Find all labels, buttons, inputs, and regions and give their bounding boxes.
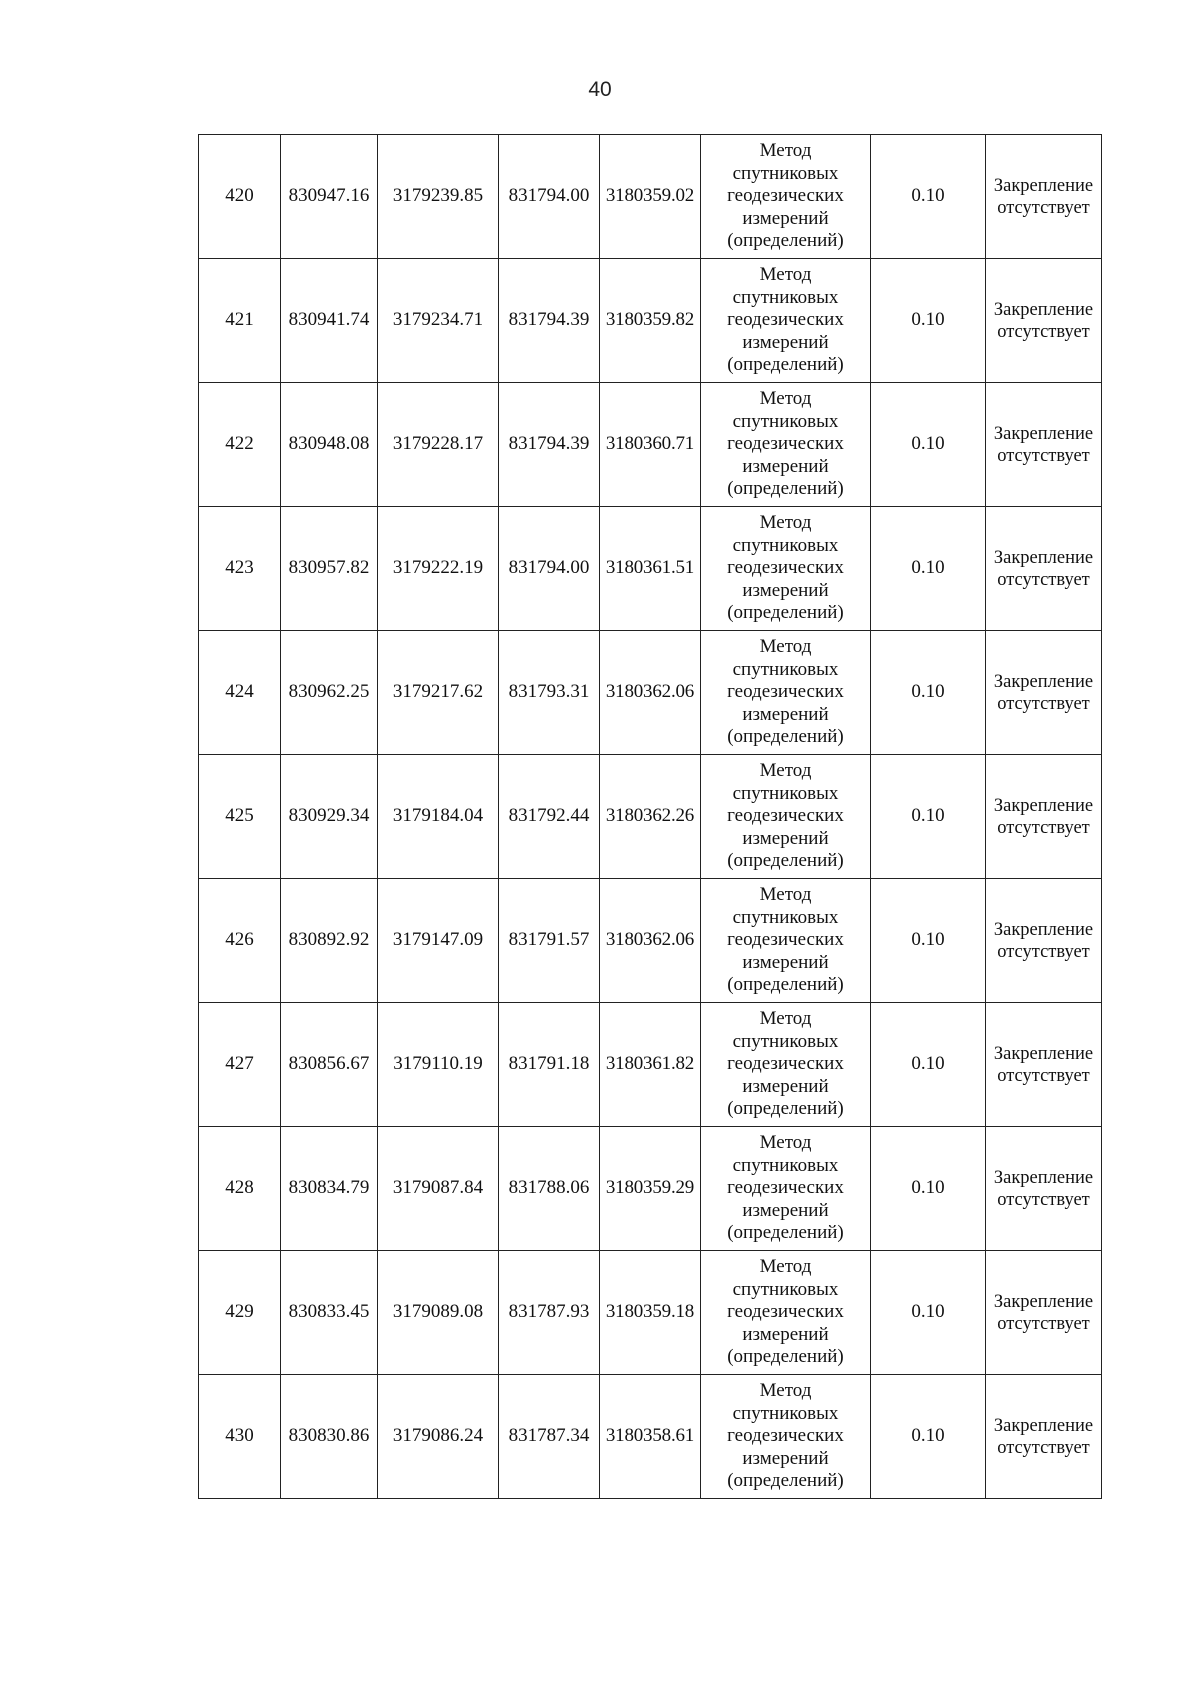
y-old: 3179110.19 [378, 1003, 499, 1127]
x-new: 831794.39 [499, 259, 600, 383]
y-new: 3180359.82 [600, 259, 701, 383]
point-number: 425 [199, 755, 281, 879]
y-new: 3180359.29 [600, 1127, 701, 1251]
fixing-cell: Закрепление отсутствует [986, 1375, 1102, 1499]
table-row [199, 1003, 1102, 1127]
method-cell: Метод спутниковых геодезических измерений (определений) [701, 879, 871, 1003]
method-cell: Метод спутниковых геодезических измерений (определений) [701, 507, 871, 631]
table-row [199, 1375, 1102, 1499]
y-new: 3180360.71 [600, 383, 701, 507]
x-new: 831787.34 [499, 1375, 600, 1499]
x-old: 830830.86 [281, 1375, 378, 1499]
y-new: 3180361.51 [600, 507, 701, 631]
x-old: 830892.92 [281, 879, 378, 1003]
accuracy-cell: 0.10 [871, 1003, 986, 1127]
accuracy-cell: 0.10 [871, 383, 986, 507]
y-old: 3179086.24 [378, 1375, 499, 1499]
y-old: 3179087.84 [378, 1127, 499, 1251]
fixing-cell: Закрепление отсутствует [986, 879, 1102, 1003]
y-old: 3179234.71 [378, 259, 499, 383]
fixing-cell: Закрепление отсутствует [986, 383, 1102, 507]
y-new: 3180358.61 [600, 1375, 701, 1499]
x-new: 831794.00 [499, 135, 600, 259]
coordinates-table [198, 134, 1102, 1499]
method-cell: Метод спутниковых геодезических измерений (определений) [701, 135, 871, 259]
x-new: 831792.44 [499, 755, 600, 879]
x-old: 830957.82 [281, 507, 378, 631]
y-old: 3179217.62 [378, 631, 499, 755]
point-number: 421 [199, 259, 281, 383]
x-old: 830929.34 [281, 755, 378, 879]
point-number: 424 [199, 631, 281, 755]
method-cell: Метод спутниковых геодезических измерений (определений) [701, 383, 871, 507]
y-new: 3180362.06 [600, 879, 701, 1003]
point-number: 420 [199, 135, 281, 259]
y-old: 3179228.17 [378, 383, 499, 507]
table-row [199, 507, 1102, 631]
point-number: 422 [199, 383, 281, 507]
y-old: 3179239.85 [378, 135, 499, 259]
method-cell: Метод спутниковых геодезических измерений (определений) [701, 259, 871, 383]
method-cell: Метод спутниковых геодезических измерений (определений) [701, 1003, 871, 1127]
y-new: 3180359.02 [600, 135, 701, 259]
fixing-cell: Закрепление отсутствует [986, 631, 1102, 755]
method-cell: Метод спутниковых геодезических измерений (определений) [701, 1127, 871, 1251]
x-old: 830941.74 [281, 259, 378, 383]
point-number: 428 [199, 1127, 281, 1251]
x-new: 831793.31 [499, 631, 600, 755]
x-old: 830834.79 [281, 1127, 378, 1251]
table-row [199, 1251, 1102, 1375]
method-cell: Метод спутниковых геодезических измерений (определений) [701, 1251, 871, 1375]
x-old: 830948.08 [281, 383, 378, 507]
y-new: 3180362.26 [600, 755, 701, 879]
fixing-cell: Закрепление отсутствует [986, 507, 1102, 631]
accuracy-cell: 0.10 [871, 1375, 986, 1499]
accuracy-cell: 0.10 [871, 135, 986, 259]
point-number: 426 [199, 879, 281, 1003]
method-cell: Метод спутниковых геодезических измерений (определений) [701, 631, 871, 755]
fixing-cell: Закрепление отсутствует [986, 135, 1102, 259]
x-new: 831791.57 [499, 879, 600, 1003]
accuracy-cell: 0.10 [871, 1127, 986, 1251]
table-row [199, 135, 1102, 259]
x-new: 831794.00 [499, 507, 600, 631]
accuracy-cell: 0.10 [871, 507, 986, 631]
point-number: 423 [199, 507, 281, 631]
y-old: 3179089.08 [378, 1251, 499, 1375]
x-old: 830947.16 [281, 135, 378, 259]
table-body [199, 135, 1102, 1499]
method-cell: Метод спутниковых геодезических измерений (определений) [701, 755, 871, 879]
x-new: 831788.06 [499, 1127, 600, 1251]
table-row [199, 755, 1102, 879]
table-row [199, 1127, 1102, 1251]
accuracy-cell: 0.10 [871, 259, 986, 383]
table-row [199, 879, 1102, 1003]
table-row [199, 383, 1102, 507]
fixing-cell: Закрепление отсутствует [986, 755, 1102, 879]
y-old: 3179222.19 [378, 507, 499, 631]
accuracy-cell: 0.10 [871, 755, 986, 879]
fixing-cell: Закрепление отсутствует [986, 1127, 1102, 1251]
fixing-cell: Закрепление отсутствует [986, 259, 1102, 383]
page-number: 40 [588, 78, 612, 101]
y-new: 3180362.06 [600, 631, 701, 755]
y-old: 3179147.09 [378, 879, 499, 1003]
x-new: 831787.93 [499, 1251, 600, 1375]
method-cell: Метод спутниковых геодезических измерений (определений) [701, 1375, 871, 1499]
x-old: 830962.25 [281, 631, 378, 755]
y-new: 3180359.18 [600, 1251, 701, 1375]
fixing-cell: Закрепление отсутствует [986, 1003, 1102, 1127]
point-number: 430 [199, 1375, 281, 1499]
x-old: 830833.45 [281, 1251, 378, 1375]
fixing-cell: Закрепление отсутствует [986, 1251, 1102, 1375]
y-new: 3180361.82 [600, 1003, 701, 1127]
table-row [199, 259, 1102, 383]
table-row [199, 631, 1102, 755]
y-old: 3179184.04 [378, 755, 499, 879]
point-number: 427 [199, 1003, 281, 1127]
x-old: 830856.67 [281, 1003, 378, 1127]
point-number: 429 [199, 1251, 281, 1375]
x-new: 831791.18 [499, 1003, 600, 1127]
accuracy-cell: 0.10 [871, 1251, 986, 1375]
x-new: 831794.39 [499, 383, 600, 507]
accuracy-cell: 0.10 [871, 631, 986, 755]
accuracy-cell: 0.10 [871, 879, 986, 1003]
